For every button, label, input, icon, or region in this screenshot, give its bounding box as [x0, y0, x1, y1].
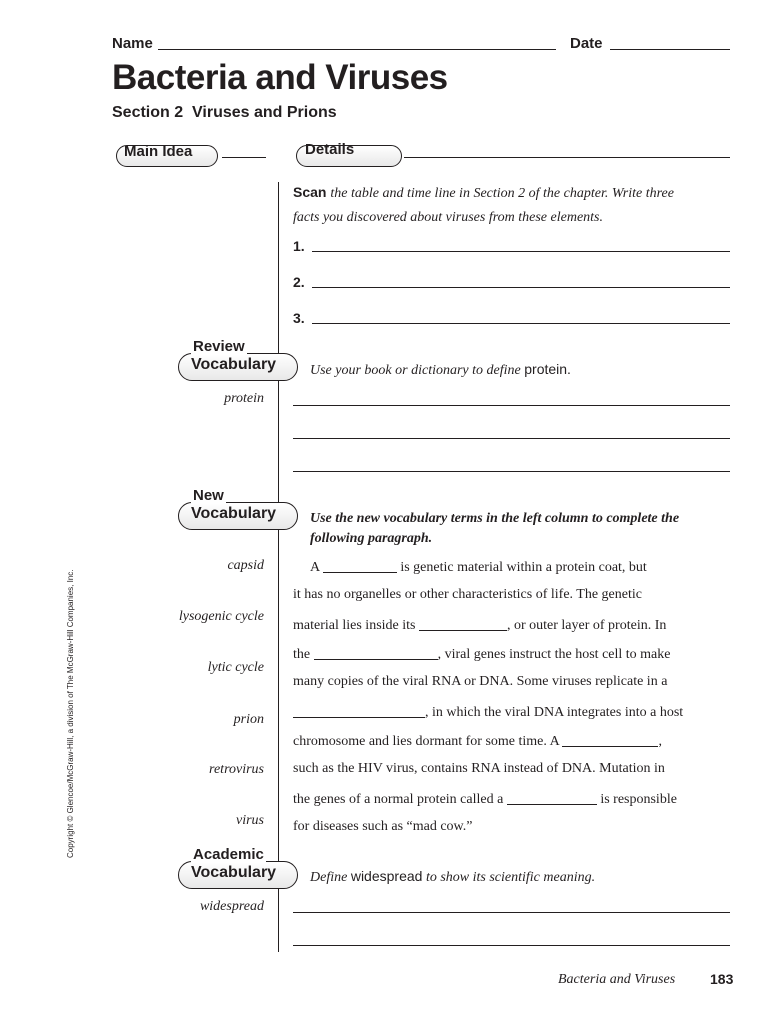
academic-instruction-post: to show its scientific meaning.: [425, 870, 596, 885]
term-retrovirus: retrovirus: [209, 762, 264, 777]
protein-definition-line-2[interactable]: [293, 438, 730, 439]
new-vocab-instruction-line1: Use the new vocabulary terms in the left column to complete the: [310, 511, 680, 526]
new-vocabulary-label-bottom: Vocabulary: [191, 505, 277, 522]
blank-lytic-cycle[interactable]: [314, 645, 438, 660]
academic-instruction-term: widespread: [350, 868, 423, 884]
name-label: Name: [112, 35, 153, 52]
review-term-protein: protein: [224, 391, 264, 406]
paragraph-line-2: [293, 587, 642, 603]
name-field[interactable]: [158, 49, 556, 50]
scan-instruction-line1: the table and time line in Section 2 of the chapter. Write three: [330, 186, 674, 201]
academic-vocabulary-label-top: Academic: [193, 846, 264, 863]
date-label: Date: [570, 35, 603, 52]
page-number: 183: [710, 971, 734, 987]
new-vocab-instruction: [310, 509, 679, 549]
academic-instruction: [310, 868, 595, 886]
blank-prion[interactable]: [507, 790, 597, 805]
review-instruction-term: protein.: [524, 361, 571, 377]
blank-retrovirus[interactable]: [562, 732, 658, 747]
details-label: Details: [305, 141, 355, 158]
paragraph-text: it has no organelles or other characteristics of life. The genetic: [293, 587, 642, 602]
page-title: Bacteria and Viruses: [112, 58, 448, 97]
paragraph-text: such as the HIV virus, contains RNA instead of DNA. Mutation in: [293, 761, 665, 776]
paragraph-line-7: [293, 732, 662, 750]
review-instruction-text: Use your book or dictionary to define: [310, 363, 521, 378]
paragraph-text: ,: [658, 734, 662, 749]
review-vocabulary-label-top: Review: [193, 338, 245, 355]
paragraph-text: many copies of the viral RNA or DNA. Some viruses replicate in a: [293, 674, 668, 689]
academic-vocabulary-label-bottom: Vocabulary: [191, 864, 277, 881]
paragraph-text: , viral genes instruct the host cell to make: [437, 647, 671, 662]
fact-1-field[interactable]: [312, 251, 730, 252]
paragraph-line-8: [293, 761, 665, 777]
fact-number-1: 1.: [293, 238, 305, 254]
fact-2-field[interactable]: [312, 287, 730, 288]
paragraph-text: , or outer layer of protein. In: [506, 618, 667, 633]
paragraph-text: the genes of a normal protein called a: [293, 792, 507, 807]
academic-term-widespread: widespread: [199, 899, 264, 914]
paragraph-line-10: [293, 819, 472, 835]
paragraph-text: , in which the viral DNA integrates into a host: [425, 705, 684, 720]
fact-3-field[interactable]: [312, 323, 730, 324]
scan-lead: Scan: [293, 184, 327, 200]
main-idea-rule: [222, 157, 266, 158]
scan-instruction: [293, 181, 733, 229]
scan-instruction-line2: facts you discovered about viruses from these elements.: [293, 210, 604, 225]
term-lytic-cycle: lytic cycle: [207, 660, 264, 675]
paragraph-line-1: [310, 558, 647, 576]
paragraph-line-9: [293, 790, 677, 808]
column-divider: [278, 182, 279, 952]
paragraph-text: for diseases such as “mad cow.”: [293, 819, 473, 834]
protein-definition-line-1[interactable]: [293, 405, 730, 406]
paragraph-text: is responsible: [596, 792, 677, 807]
paragraph-line-3: [293, 616, 666, 634]
widespread-definition-line-1[interactable]: [293, 912, 730, 913]
protein-definition-line-3[interactable]: [293, 471, 730, 472]
date-field[interactable]: [610, 49, 730, 50]
new-vocabulary-label-top: New: [193, 487, 224, 504]
details-rule: [404, 157, 730, 158]
new-vocab-instruction-line2: following paragraph.: [310, 531, 433, 546]
blank-lysogenic-cycle[interactable]: [293, 703, 425, 718]
term-lysogenic-cycle: lysogenic cycle: [178, 609, 264, 624]
paragraph-text: material lies inside its: [293, 618, 419, 633]
term-virus: virus: [236, 813, 264, 828]
fact-number-3: 3.: [293, 310, 305, 326]
blank-virus[interactable]: [323, 558, 397, 573]
review-vocabulary-label-bottom: Vocabulary: [191, 356, 277, 373]
main-idea-label: Main Idea: [124, 143, 193, 160]
copyright-notice: Copyright © Glencoe/McGraw-Hill, a division of The McGraw-Hill Companies, Inc.: [66, 569, 75, 858]
blank-capsid[interactable]: [419, 616, 507, 631]
term-prion: prion: [233, 712, 264, 727]
paragraph-text: is genetic material within a protein coat, but: [396, 560, 647, 575]
paragraph-text: the: [293, 647, 314, 662]
academic-instruction-pre: Define: [310, 870, 348, 885]
section-subtitle: Section 2 Viruses and Prions: [112, 104, 337, 121]
fact-number-2: 2.: [293, 274, 305, 290]
paragraph-line-4: [293, 645, 671, 663]
widespread-definition-line-2[interactable]: [293, 945, 730, 946]
footer-book-title: Bacteria and Viruses: [558, 972, 676, 987]
review-instruction: [310, 361, 571, 379]
term-capsid: capsid: [227, 558, 264, 573]
paragraph-line-5: [293, 674, 667, 690]
paragraph-text: A: [310, 560, 323, 575]
paragraph-text: chromosome and lies dormant for some time. A: [293, 734, 563, 749]
paragraph-line-6: [293, 703, 683, 721]
